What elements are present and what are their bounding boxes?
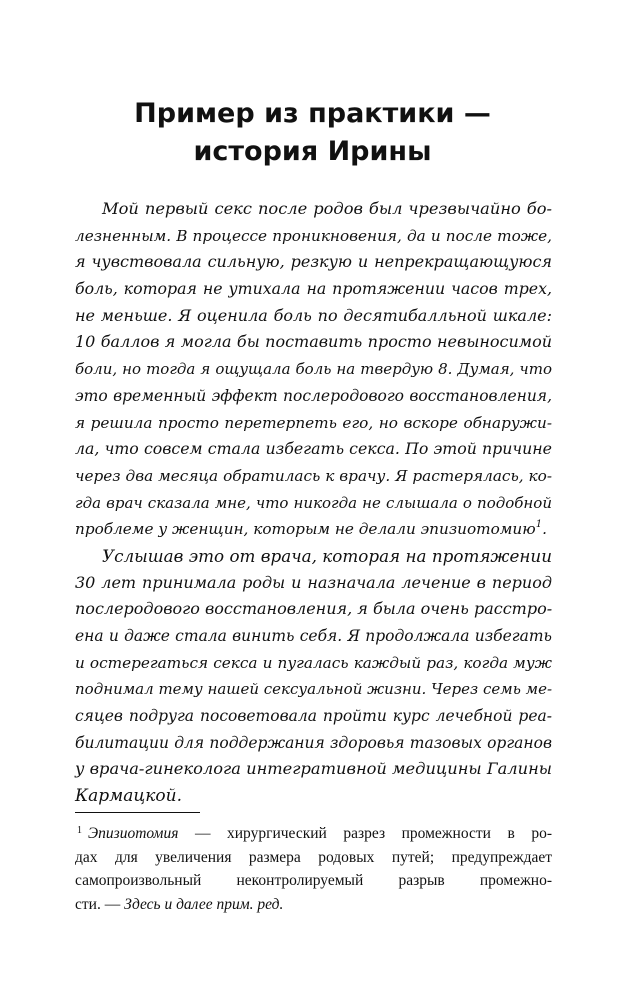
footnote-line: самопроизвольный неконтролируемый разрыв промежно- — [75, 872, 552, 889]
text-line: и остерегаться секса и пугалась каждый раз, когда муж — [75, 653, 552, 672]
footnote-reference[interactable]: 1 — [535, 519, 543, 531]
footnote-mark: 1 — [77, 825, 82, 836]
story-text — [75, 196, 552, 810]
text-line-content: проблеме у женщин, которым не делали эпизиотомию — [75, 520, 536, 539]
heading-line-1: Пример из практики — — [134, 98, 491, 129]
footnote-text: — хирургический разрез промежности в ро- — [178, 825, 552, 842]
text-line: послеродового восстановления, я была очень расстро- — [75, 599, 553, 619]
footnote-line — [75, 822, 552, 846]
footnote-term: Эпизиотомия — [88, 825, 179, 842]
text-line: ена и даже стала винить себя. Я продолжала избегать — [75, 627, 552, 645]
text-line: Услышав это от врача, которая на протяжении — [102, 545, 552, 566]
footnote-line: дах для увеличения размера родовых путей; предупреждает — [75, 848, 552, 866]
text-line: поднимал тему нашей сексуальной жизни. Через семь ме- — [75, 680, 553, 699]
text-line: 30 лет принимала роды и назначала лечение в период — [75, 572, 552, 592]
text-line: сяцев подруга посоветовала пройти курс лечебной реа- — [75, 707, 552, 726]
text-line: не меньше. Я оценила боль по десятибалльной шкале: — [75, 305, 552, 325]
text-line: Мой первый секс после родов был чрезвычайно бо- — [102, 199, 552, 218]
text-line: лезненным. В процессе проникновения, да и после тоже, — [75, 226, 552, 245]
text-line: гда врач сказала мне, что никогда не слышала о подобной — [75, 493, 552, 512]
chapter-heading — [0, 95, 625, 171]
text-line: ла, что совсем стала избегать секса. По этой причине — [75, 439, 552, 459]
paragraph-1 — [75, 196, 552, 543]
footnote — [75, 822, 552, 916]
footnote-divider — [75, 812, 200, 813]
text-line: боль, которая не утихала на протяжении часов трех, — [75, 279, 552, 299]
text-line: я чувствовала сильную, резкую и непрекращающуюся — [75, 252, 552, 272]
text-line: это временный эффект послеродового восстановления, — [75, 386, 552, 405]
text-line: через два месяца обратилась к врачу. Я растерялась, ко- — [75, 466, 552, 485]
text-line: боли, но тогда я ощущала боль на твердую 8. Думая, что — [75, 360, 552, 379]
text-line: 10 баллов я могла бы поставить просто невыносимой — [75, 332, 552, 352]
text-line: я решила просто перетерпеть его, но вскоре обнаружи- — [75, 413, 552, 432]
footnote-text: сти. — — [75, 895, 125, 913]
text-line-last: проблеме у женщин, которым не делали эпизиотомию$^1$. — [75, 519, 547, 539]
paragraph-2 — [75, 543, 552, 810]
text-line: билитации для поддержания здоровья тазовых органов — [75, 733, 552, 752]
heading-line-2: история Ирины — [193, 136, 432, 167]
footnote-line — [75, 893, 552, 917]
text-line-last: Кармацкой. — [75, 786, 183, 807]
editor-note: Здесь и далее прим. ред. — [124, 895, 284, 913]
text-line: у врача-гинеколога интегративной медицины Галины — [75, 759, 553, 779]
